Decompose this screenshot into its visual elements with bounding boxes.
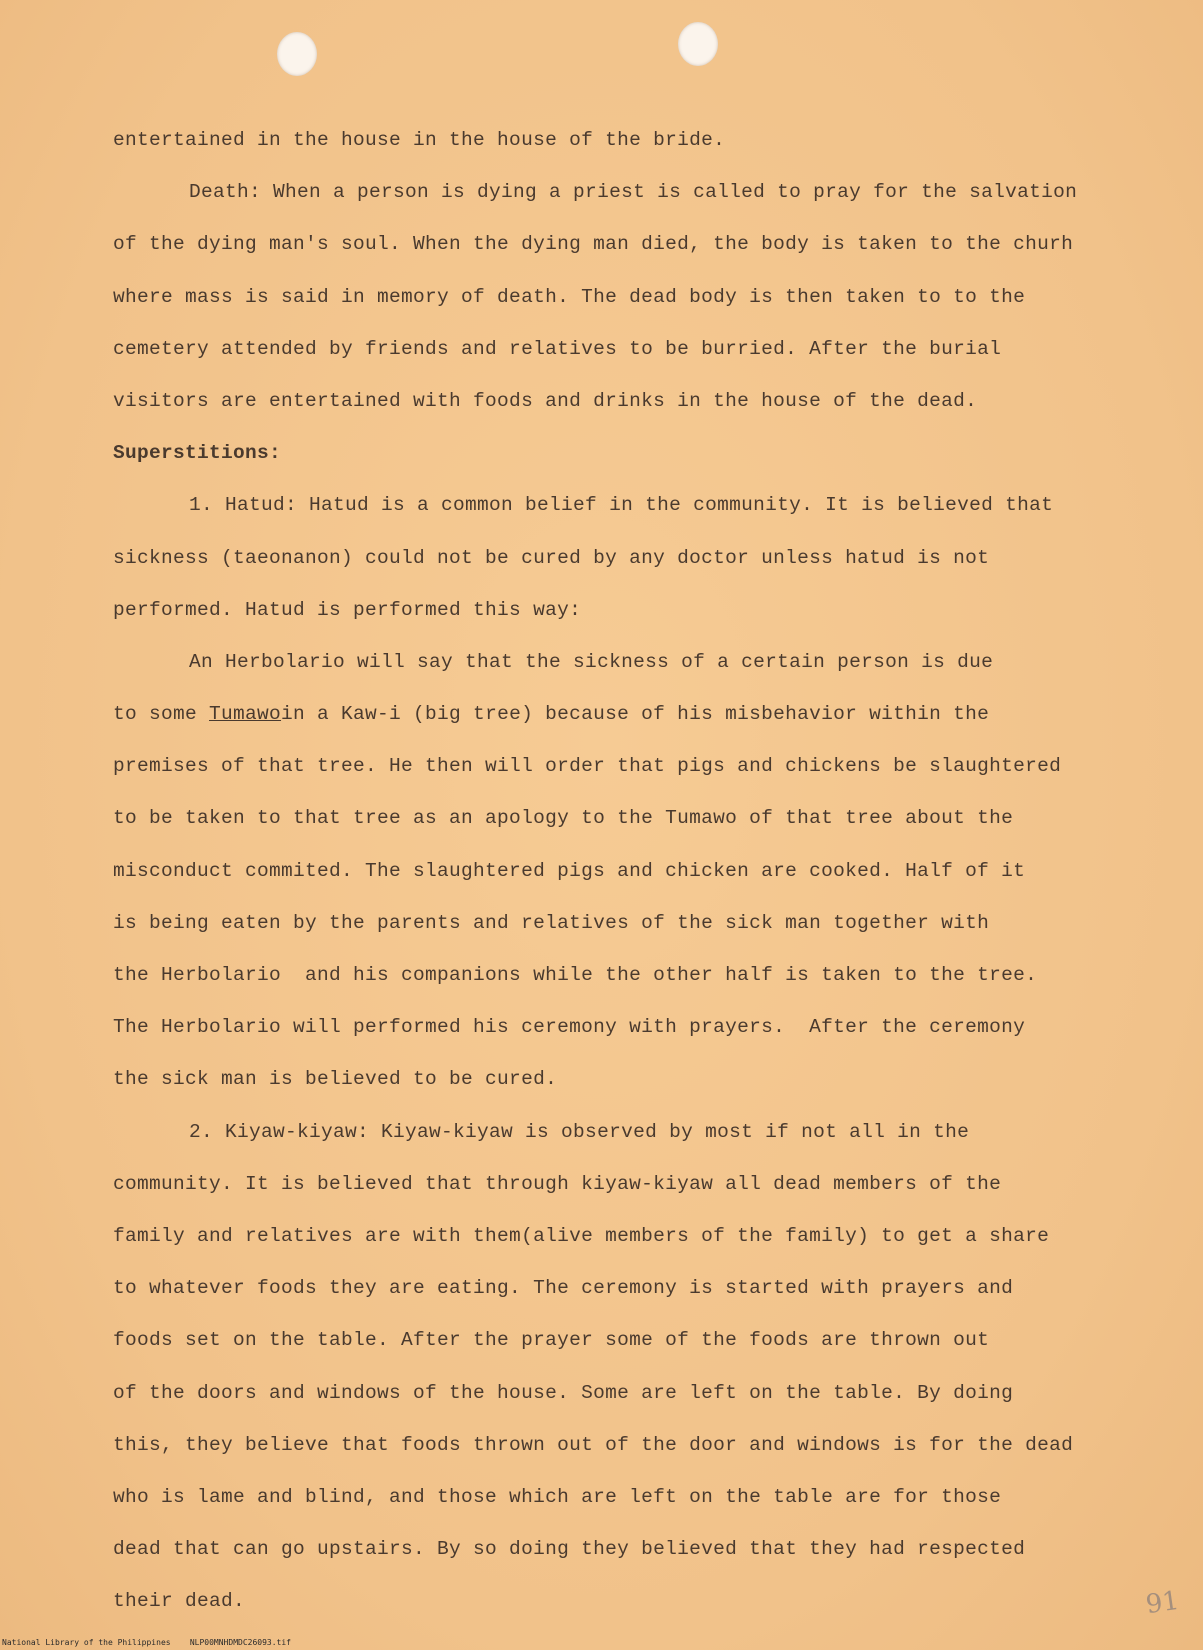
text-line: 2. Kiyaw-kiyaw: Kiyaw-kiyaw is observed by most if not all in the [189, 1120, 970, 1143]
archive-footer: National Library of the Philippines NLP00MNHDMDC26093.tif [2, 1638, 291, 1647]
text-line: foods set on the table. After the prayer some of the foods are thrown out [113, 1329, 990, 1352]
text-line-with-underline: to some Tumawoin a Kaw-i (big tree) because of his misbehavior within the [113, 703, 990, 726]
handwritten-page-mark: 91 [1144, 1585, 1182, 1621]
text-line: Death: When a person is dying a priest is called to pray for the salvation [189, 181, 1078, 204]
text-line: family and relatives are with them(alive members of the family) to get a share [113, 1224, 1050, 1247]
punch-hole-left [277, 32, 317, 76]
text-line: the sick man is believed to be cured. [113, 1068, 558, 1091]
text-line: to whatever foods they are eating. The ceremony is started with prayers and [113, 1277, 1014, 1300]
text-line: performed. Hatud is performed this way: [113, 598, 582, 621]
text-line: of the dying man's soul. When the dying man died, the body is taken to the churh [113, 233, 1074, 256]
text-line: visitors are entertained with foods and drinks in the house of the dead. [113, 389, 978, 412]
text-line: the Herbolario and his companions while the other half is taken to the tree. [113, 964, 1038, 986]
text-line: 1. Hatud: Hatud is a common belief in the community. It is believed that [189, 494, 1054, 517]
text-line: where mass is said in memory of death. The dead body is then taken to to the [113, 285, 1026, 308]
text-line: premises of that tree. He then will order that pigs and chickens be slaughtered [113, 755, 1062, 778]
section-heading: Superstitions: [113, 442, 282, 465]
text-line: their dead. [113, 1590, 246, 1613]
text-line: An Herbolario will say that the sickness of a certain person is due [189, 650, 994, 673]
text-line: community. It is believed that through kiyaw-kiyaw all dead members of the [113, 1172, 1002, 1195]
punch-hole-right [678, 22, 718, 66]
text-line: sickness (taeonanon) could not be cured by any doctor unless hatud is not [113, 546, 990, 569]
text-line: is being eaten by the parents and relatives of the sick man together with [113, 911, 990, 934]
text-line: cemetery attended by friends and relatives to be burried. After the burial [113, 337, 1002, 360]
text-line: who is lame and blind, and those which are left on the table are for those [113, 1485, 1002, 1508]
underlined-word: Tumawo [209, 703, 282, 726]
text-line: misconduct commited. The slaughtered pigs and chicken are cooked. Half of it [113, 859, 1026, 882]
text-line: of the doors and windows of the house. Some are left on the table. By doing [113, 1381, 1014, 1404]
text-line: this, they believe that foods thrown out of the door and windows is for the dead [113, 1433, 1074, 1456]
text-line: to be taken to that tree as an apology to the Tumawo of that tree about the [113, 807, 1014, 830]
text-line: The Herbolario will performed his ceremony with prayers. After the ceremony [113, 1016, 1026, 1039]
text-line: dead that can go upstairs. By so doing they believed that they had respected [113, 1538, 1026, 1561]
document-body [113, 114, 1153, 1627]
text-line: entertained in the house in the house of the bride. [113, 129, 726, 151]
